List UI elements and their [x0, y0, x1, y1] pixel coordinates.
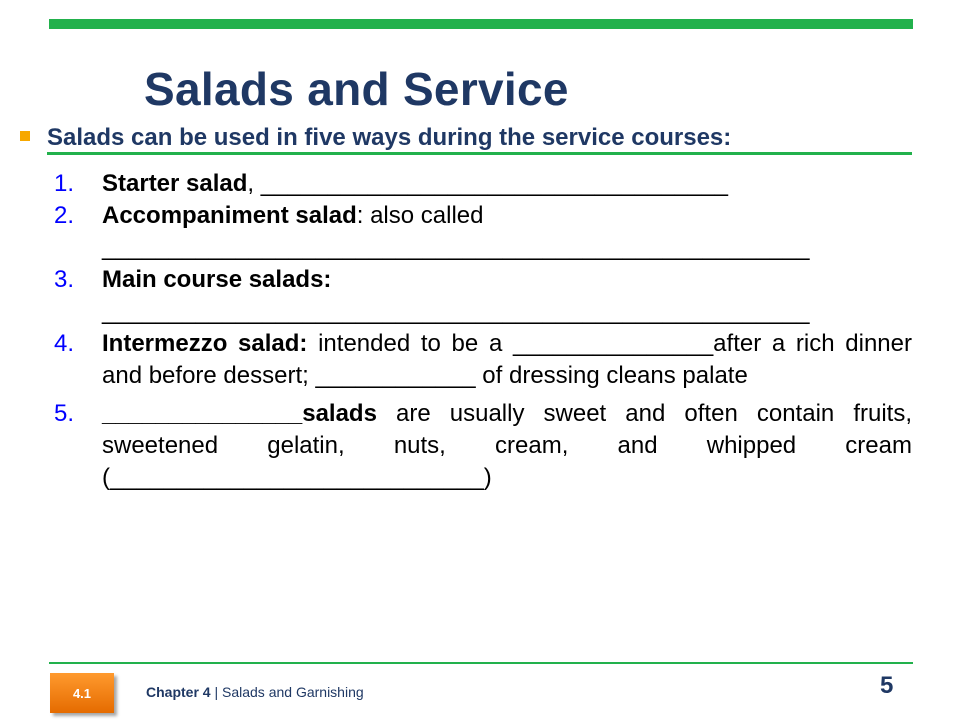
item-label: Accompaniment salad: [102, 202, 357, 229]
service-ways-list: [50, 168, 912, 494]
item-number: 4.: [54, 330, 75, 357]
item-number: 3.: [54, 266, 75, 293]
chapter-title: Salads and Garnishing: [222, 684, 364, 700]
intro-text: Salads can be used in five ways during the service courses:: [47, 124, 732, 151]
title-divider: [47, 152, 912, 155]
item-blank: , ___________________________________: [247, 170, 728, 197]
item-label: Starter salad: [102, 170, 248, 197]
item-label: _______________salads: [102, 400, 377, 427]
item-text: are usually sweet and often contain fruits, sweetened gelatin, nuts, cream, and whipped cream (: [102, 400, 912, 491]
item-number: 5.: [54, 400, 75, 427]
item-text: intended to be a _______________after a rich dinner and before dessert; ____________ of dressing cleans palate: [102, 330, 912, 389]
chapter-separator: |: [210, 684, 222, 700]
item-number: 1.: [54, 170, 75, 197]
list-item: [50, 398, 912, 494]
chapter-label: Chapter 4: [146, 684, 211, 700]
list-item: [50, 168, 912, 200]
footer-divider: [49, 662, 913, 664]
slide-title: Salads and Service: [144, 63, 569, 115]
list-item: [50, 200, 912, 264]
item-blank: _____________________________________________________: [102, 298, 810, 325]
item-text: : also called: [356, 202, 484, 229]
item-blank: _____________________________________________________: [102, 234, 810, 261]
item-label: Intermezzo salad:: [102, 330, 308, 357]
item-close: ): [483, 464, 492, 491]
page-number: 5: [880, 672, 894, 699]
top-accent-bar: [49, 19, 913, 29]
list-item: [50, 264, 912, 328]
section-badge: 4.1: [50, 673, 114, 713]
chapter-caption: [146, 684, 364, 700]
list-item: [50, 328, 912, 392]
square-bullet-icon: [20, 131, 30, 141]
item-number: 2.: [54, 202, 75, 229]
item-label: Main course salads:: [102, 266, 332, 293]
item-blank: ____________________________: [110, 464, 484, 491]
